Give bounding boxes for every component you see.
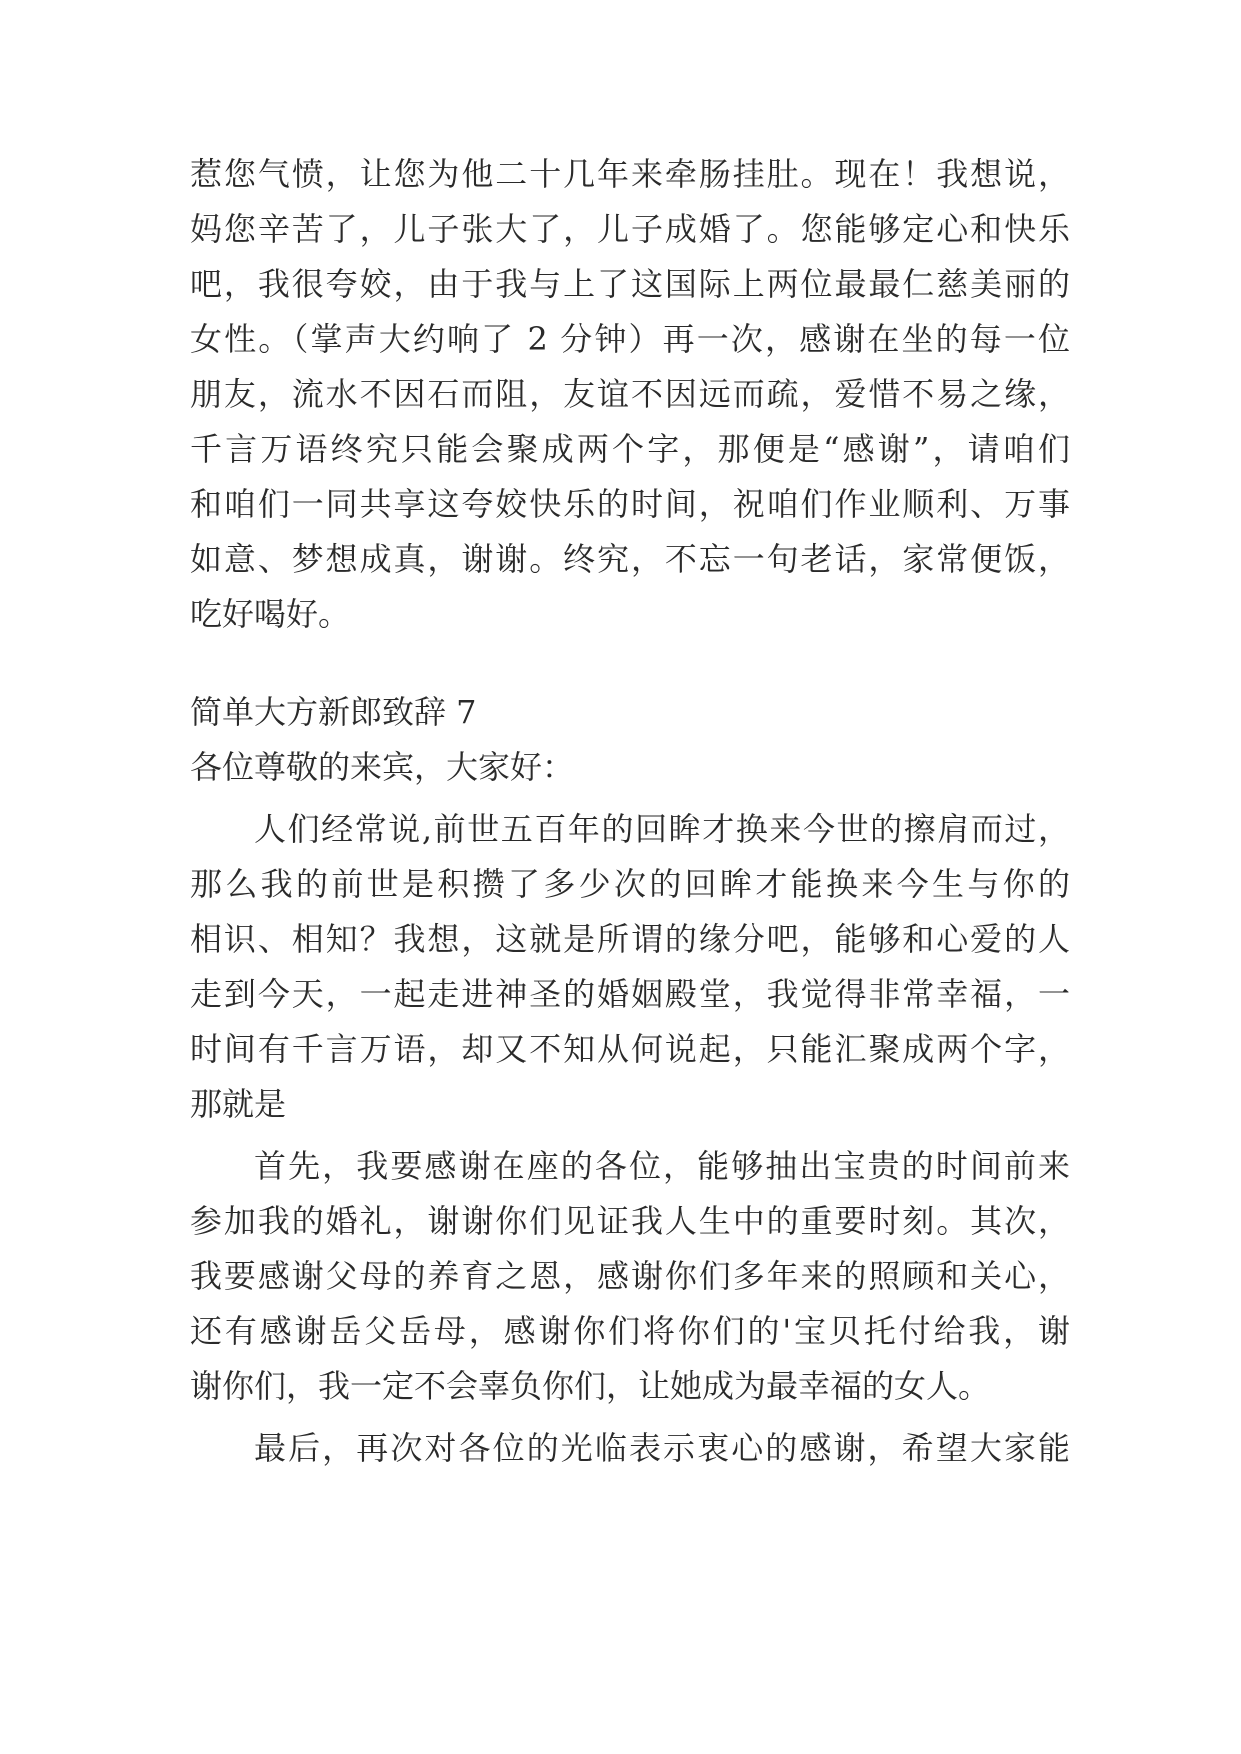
greeting: 各位尊敬的来宾，大家好： (190, 748, 575, 786)
text-line: 如意、梦想成真，谢谢。终究，不忘一句老话，家常便饭， (190, 540, 1070, 578)
text-line: 朋友，流水不因石而阻，友谊不因远而疏，爱惜不易之缘， (190, 375, 1070, 413)
text-line: 和咱们一同共享这夸姣快乐的时间，祝咱们作业顺利、万事 (190, 485, 1070, 523)
text-line: 人们经常说,前世五百年的回眸才换来今世的擦肩而过， (254, 810, 1070, 848)
text-line: 千言万语终究只能会聚成两个字，那便是“感谢”，请咱们 (190, 430, 1070, 468)
text-line: 谢你们，我一定不会辜负你们，让她成为最幸福的女人。 (190, 1367, 991, 1405)
text-line: 吧，我很夸姣，由于我与上了这国际上两位最最仁慈美丽的 (190, 265, 1070, 303)
text-line: 我要感谢父母的养育之恩，感谢你们多年来的照顾和关心， (190, 1257, 1070, 1295)
section-title: 简单大方新郎致辞 7 (190, 693, 477, 731)
text-line: 妈您辛苦了，儿子张大了，儿子成婚了。您能够定心和快乐 (190, 210, 1070, 248)
text-line: 惹您气愤，让您为他二十几年来牵肠挂肚。现在！我想说， (190, 155, 1070, 193)
text-line: 那就是 (190, 1085, 287, 1123)
text-line: 最后，再次对各位的光临表示衷心的感谢，希望大家能 (254, 1429, 1070, 1467)
text-line: 女性。（掌声大约响了 2 分钟）再一次，感谢在坐的每一位 (190, 320, 1070, 358)
text-line: 相识、相知？我想，这就是所谓的缘分吧，能够和心爱的人 (190, 920, 1070, 958)
text-line: 吃好喝好。 (190, 595, 351, 633)
text-line: 走到今天，一起走进神圣的婚姻殿堂，我觉得非常幸福，一 (190, 975, 1070, 1013)
text-line: 那么我的前世是积攒了多少次的回眸才能换来今生与你的 (190, 865, 1070, 903)
text-line: 首先，我要感谢在座的各位，能够抽出宝贵的时间前来 (254, 1147, 1070, 1185)
text-line: 参加我的婚礼，谢谢你们见证我人生中的重要时刻。其次， (190, 1202, 1070, 1240)
text-line: 时间有千言万语，却又不知从何说起，只能汇聚成两个字， (190, 1030, 1070, 1068)
text-line: 还有感谢岳父岳母，感谢你们将你们的'宝贝托付给我，谢 (190, 1312, 1070, 1350)
